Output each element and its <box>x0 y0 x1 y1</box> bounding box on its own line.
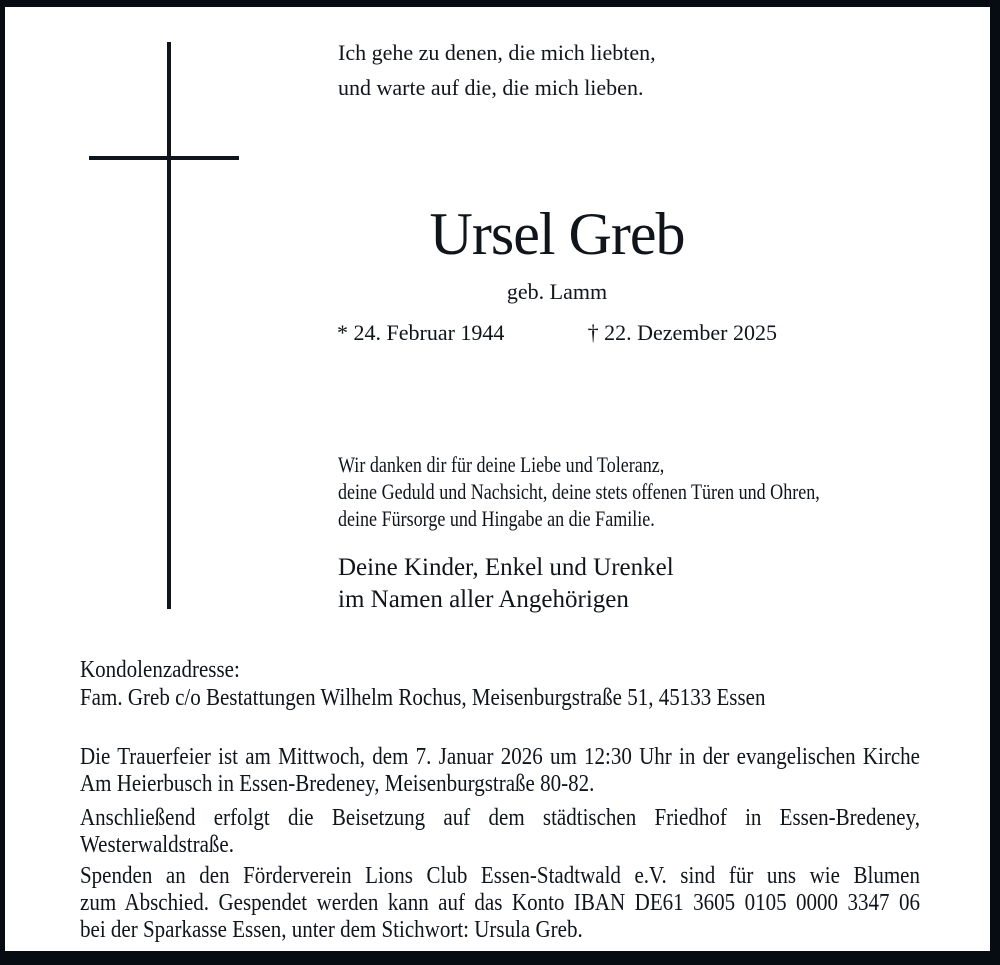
deceased-name: Ursel Greb <box>429 201 685 267</box>
signature-line-2: im Namen aller Angehörigen <box>338 586 629 613</box>
condolence-address-line: Fam. Greb c/o Bestattungen Wilhelm Rochus, Meisenburgstraße 51, 45133 Essen <box>80 685 766 711</box>
tribute-line-3: deine Fürsorge und Hingabe an die Familie. <box>338 506 655 531</box>
donation-line-2: zum Abschied. Gespendet werden kann auf das Konto IBAN DE61 3605 0105 0000 3347 06 <box>80 890 920 916</box>
signature-line-1: Deine Kinder, Enkel und Urenkel <box>338 554 674 581</box>
condolence-address <box>80 656 765 712</box>
cross-vertical-bar <box>167 42 171 609</box>
service-line-1: Die Trauerfeier ist am Mittwoch, dem 7. Januar 2026 um 12:30 Uhr in der evangelischen Kirche <box>80 744 920 770</box>
burial-line-2: Westerwaldstraße. <box>80 832 234 858</box>
donation-line-1: Spenden an den Förderverein Lions Club Essen-Stadtwald e.V. sind für uns wie Blumen <box>80 863 920 889</box>
tribute-line-2: deine Geduld und Nachsicht, deine stets offenen Türen und Ohren, <box>338 479 820 504</box>
epigraph-line-1: Ich gehe zu denen, die mich liebten, <box>338 40 656 65</box>
tribute-line-1: Wir danken dir für deine Liebe und Toleranz, <box>338 452 665 477</box>
funeral-details <box>80 744 920 944</box>
epigraph <box>338 35 656 105</box>
donation-line-3: bei der Sparkasse Essen, unter dem Stichwort: Ursula Greb. <box>80 917 583 943</box>
burial-info <box>80 805 920 859</box>
tribute-text <box>338 451 820 532</box>
cross-horizontal-bar <box>89 156 239 160</box>
service-line-2: Am Heierbusch in Essen-Bredeney, Meisenburgstraße 80-82. <box>80 771 595 797</box>
service-info <box>80 744 920 798</box>
donation-info <box>80 863 920 944</box>
death-date: † 22. Dezember 2025 <box>587 320 777 345</box>
birth-date: * 24. Februar 1944 <box>337 320 505 345</box>
epigraph-line-2: und warte auf die, die mich lieben. <box>338 75 644 100</box>
condolence-label: Kondolenzadresse: <box>80 657 240 683</box>
burial-line-1: Anschließend erfolgt die Beisetzung auf dem städtischen Friedhof in Essen-Bredeney, <box>80 805 920 831</box>
mourners-signature <box>338 552 674 616</box>
life-dates <box>337 320 777 346</box>
birth-name: geb. Lamm <box>506 279 608 304</box>
